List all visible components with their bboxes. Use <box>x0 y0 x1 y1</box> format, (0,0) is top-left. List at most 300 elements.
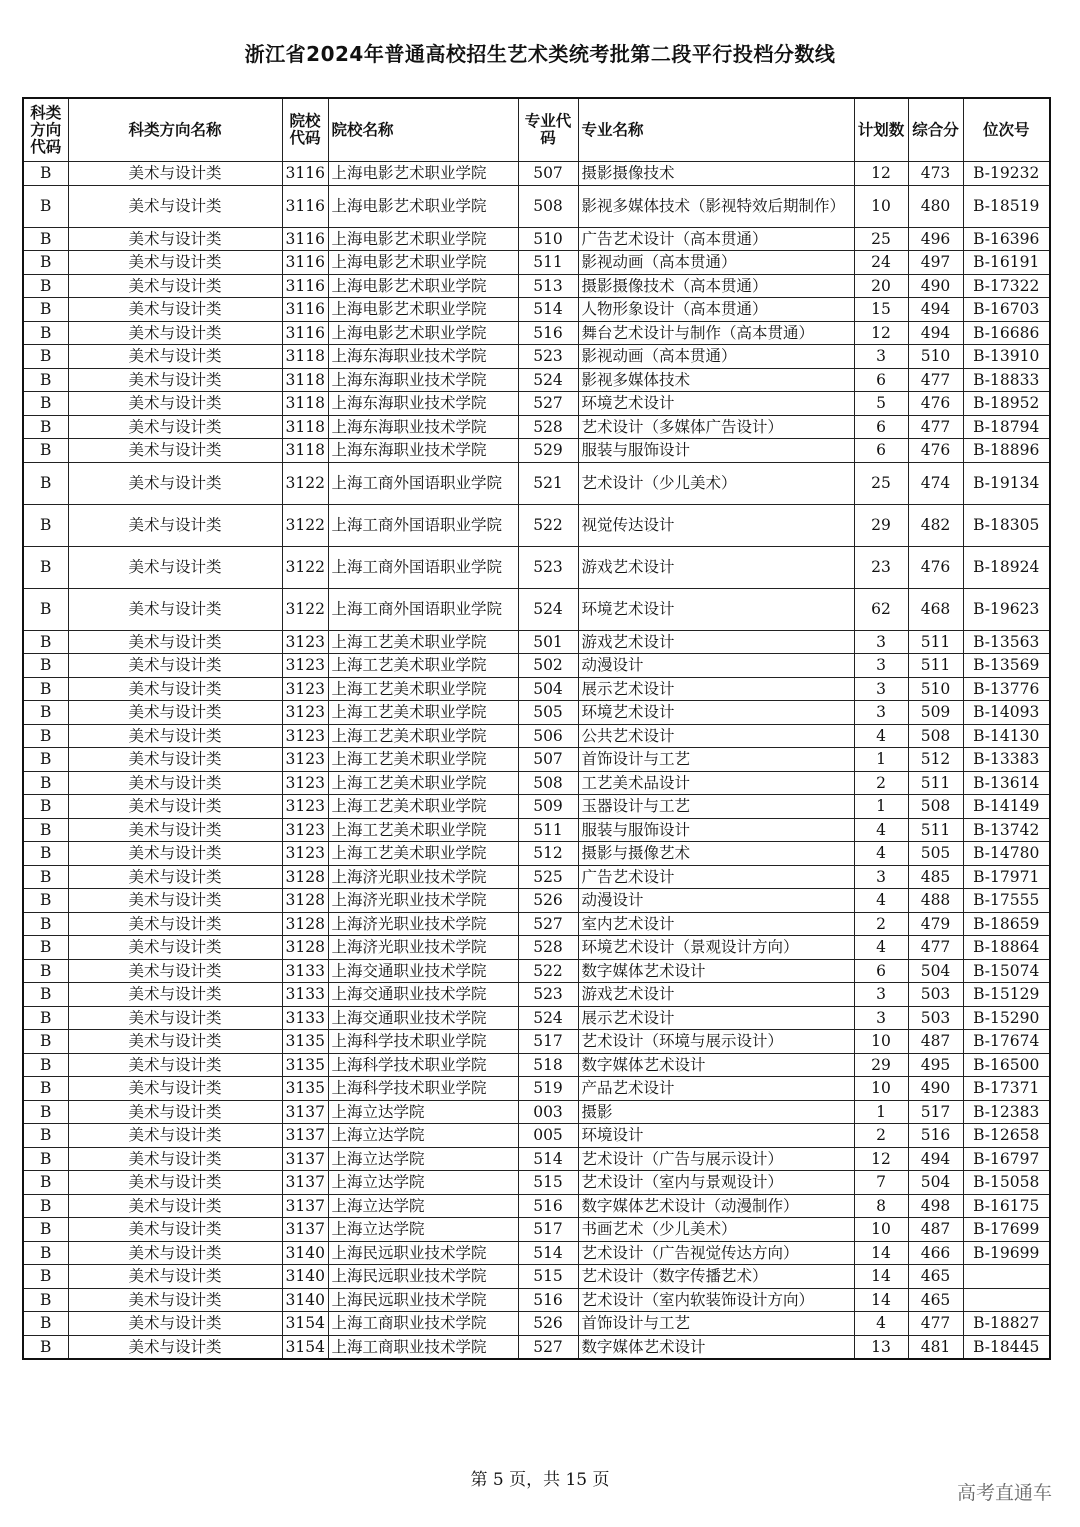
cell-rank: B-17971 <box>963 865 1050 889</box>
cell-school-name: 上海工艺美术职业学院 <box>328 654 518 678</box>
cell-category-code: B <box>23 701 68 725</box>
cell-category-name: 美术与设计类 <box>68 701 282 725</box>
cell-category-code: B <box>23 439 68 463</box>
cell-category-code: B <box>23 321 68 345</box>
cell-school-code: 3123 <box>282 724 328 748</box>
cell-major-code: 504 <box>518 677 578 701</box>
cell-category-code: B <box>23 795 68 819</box>
cell-category-code: B <box>23 1288 68 1312</box>
cell-school-code: 3137 <box>282 1218 328 1242</box>
cell-major-code: 518 <box>518 1053 578 1077</box>
cell-school-code: 3135 <box>282 1077 328 1101</box>
cell-school-name: 上海工艺美术职业学院 <box>328 771 518 795</box>
cell-major-code: 506 <box>518 724 578 748</box>
cell-plan-count: 3 <box>854 1006 908 1030</box>
cell-category-name: 美术与设计类 <box>68 865 282 889</box>
cell-category-name: 美术与设计类 <box>68 227 282 251</box>
cell-rank: B-14780 <box>963 842 1050 866</box>
cell-category-name: 美术与设计类 <box>68 1218 282 1242</box>
cell-major-code: 527 <box>518 392 578 416</box>
cell-school-name: 上海民远职业技术学院 <box>328 1241 518 1265</box>
cell-school-name: 上海工商外国语职业学院 <box>328 462 518 504</box>
cell-school-name: 上海科学技术职业学院 <box>328 1030 518 1054</box>
table-row <box>23 677 1050 701</box>
cell-rank: B-18659 <box>963 912 1050 936</box>
cell-major-code: 517 <box>518 1030 578 1054</box>
cell-rank: B-17322 <box>963 274 1050 298</box>
cell-plan-count: 1 <box>854 1100 908 1124</box>
table-row <box>23 1241 1050 1265</box>
cell-score: 495 <box>908 1053 963 1077</box>
cell-score: 494 <box>908 1147 963 1171</box>
cell-score: 481 <box>908 1335 963 1359</box>
cell-major-name: 服装与服饰设计 <box>578 818 854 842</box>
cell-plan-count: 7 <box>854 1171 908 1195</box>
cell-score: 503 <box>908 983 963 1007</box>
cell-category-name: 美术与设计类 <box>68 912 282 936</box>
table-row <box>23 588 1050 630</box>
table-row <box>23 865 1050 889</box>
cell-major-code: 511 <box>518 818 578 842</box>
cell-category-code: B <box>23 504 68 546</box>
cell-school-code: 3154 <box>282 1335 328 1359</box>
cell-category-name: 美术与设计类 <box>68 588 282 630</box>
cell-score: 508 <box>908 795 963 819</box>
cell-major-code: 528 <box>518 936 578 960</box>
cell-category-name: 美术与设计类 <box>68 983 282 1007</box>
cell-rank: B-13383 <box>963 748 1050 772</box>
cell-school-code: 3118 <box>282 345 328 369</box>
cell-plan-count: 24 <box>854 251 908 275</box>
cell-plan-count: 3 <box>854 677 908 701</box>
cell-rank: B-13776 <box>963 677 1050 701</box>
table-row <box>23 654 1050 678</box>
cell-school-code: 3135 <box>282 1030 328 1054</box>
cell-plan-count: 10 <box>854 1077 908 1101</box>
cell-major-name: 环境艺术设计 <box>578 588 854 630</box>
cell-category-code: B <box>23 1171 68 1195</box>
table-row <box>23 630 1050 654</box>
cell-plan-count: 14 <box>854 1241 908 1265</box>
cell-rank: B-14149 <box>963 795 1050 819</box>
header-rank: 位次号 <box>963 98 1050 162</box>
cell-major-name: 首饰设计与工艺 <box>578 748 854 772</box>
cell-category-name: 美术与设计类 <box>68 936 282 960</box>
cell-category-code: B <box>23 677 68 701</box>
cell-rank: B-17555 <box>963 889 1050 913</box>
cell-rank: B-16191 <box>963 251 1050 275</box>
cell-school-code: 3133 <box>282 1006 328 1030</box>
cell-plan-count: 12 <box>854 162 908 186</box>
cell-school-name: 上海电影艺术职业学院 <box>328 321 518 345</box>
cell-category-name: 美术与设计类 <box>68 185 282 227</box>
cell-plan-count: 12 <box>854 321 908 345</box>
cell-rank: B-14130 <box>963 724 1050 748</box>
cell-school-code: 3137 <box>282 1147 328 1171</box>
cell-plan-count: 6 <box>854 439 908 463</box>
cell-school-name: 上海立达学院 <box>328 1100 518 1124</box>
cell-rank: B-16500 <box>963 1053 1050 1077</box>
cell-rank: B-17699 <box>963 1218 1050 1242</box>
table-row <box>23 701 1050 725</box>
cell-score: 487 <box>908 1218 963 1242</box>
cell-score: 511 <box>908 818 963 842</box>
cell-category-name: 美术与设计类 <box>68 439 282 463</box>
cell-score: 488 <box>908 889 963 913</box>
cell-score: 468 <box>908 588 963 630</box>
cell-school-code: 3133 <box>282 983 328 1007</box>
table-row <box>23 1030 1050 1054</box>
cell-plan-count: 8 <box>854 1194 908 1218</box>
cell-rank: B-18827 <box>963 1312 1050 1336</box>
table-row <box>23 392 1050 416</box>
cell-rank: B-18794 <box>963 415 1050 439</box>
cell-category-code: B <box>23 842 68 866</box>
cell-rank: B-19134 <box>963 462 1050 504</box>
cell-score: 465 <box>908 1288 963 1312</box>
cell-category-code: B <box>23 748 68 772</box>
cell-major-name: 摄影与摄像艺术 <box>578 842 854 866</box>
cell-category-name: 美术与设计类 <box>68 1241 282 1265</box>
cell-category-name: 美术与设计类 <box>68 1312 282 1336</box>
cell-major-code: 514 <box>518 1241 578 1265</box>
cell-category-name: 美术与设计类 <box>68 771 282 795</box>
watermark: 高考直通车 <box>956 1482 1052 1504</box>
cell-major-name: 产品艺术设计 <box>578 1077 854 1101</box>
cell-major-code: 524 <box>518 588 578 630</box>
cell-score: 473 <box>908 162 963 186</box>
cell-score: 510 <box>908 345 963 369</box>
cell-plan-count: 10 <box>854 1218 908 1242</box>
cell-major-code: 516 <box>518 321 578 345</box>
table-row <box>23 818 1050 842</box>
cell-school-name: 上海工艺美术职业学院 <box>328 677 518 701</box>
cell-school-name: 上海工商职业技术学院 <box>328 1335 518 1359</box>
cell-category-code: B <box>23 1194 68 1218</box>
cell-score: 465 <box>908 1265 963 1289</box>
cell-major-name: 展示艺术设计 <box>578 1006 854 1030</box>
cell-major-name: 公共艺术设计 <box>578 724 854 748</box>
cell-school-name: 上海电影艺术职业学院 <box>328 185 518 227</box>
cell-school-code: 3123 <box>282 701 328 725</box>
cell-plan-count: 4 <box>854 724 908 748</box>
cell-category-code: B <box>23 546 68 588</box>
cell-score: 509 <box>908 701 963 725</box>
cell-major-code: 523 <box>518 546 578 588</box>
cell-school-code: 3123 <box>282 842 328 866</box>
header-major-name: 专业名称 <box>578 98 854 162</box>
cell-score: 477 <box>908 368 963 392</box>
cell-category-name: 美术与设计类 <box>68 162 282 186</box>
cell-score: 498 <box>908 1194 963 1218</box>
table-row <box>23 298 1050 322</box>
cell-rank: B-19699 <box>963 1241 1050 1265</box>
cell-rank: B-12383 <box>963 1100 1050 1124</box>
cell-major-code: 526 <box>518 1312 578 1336</box>
cell-plan-count: 2 <box>854 1124 908 1148</box>
cell-category-code: B <box>23 771 68 795</box>
cell-score: 482 <box>908 504 963 546</box>
table-body <box>23 162 1050 1360</box>
cell-school-code: 3122 <box>282 588 328 630</box>
cell-score: 494 <box>908 321 963 345</box>
cell-score: 474 <box>908 462 963 504</box>
cell-major-name: 环境艺术设计 <box>578 392 854 416</box>
table-row <box>23 936 1050 960</box>
cell-rank: B-16797 <box>963 1147 1050 1171</box>
cell-school-name: 上海电影艺术职业学院 <box>328 251 518 275</box>
cell-school-code: 3128 <box>282 865 328 889</box>
cell-school-name: 上海工艺美术职业学院 <box>328 701 518 725</box>
cell-category-code: B <box>23 298 68 322</box>
cell-major-name: 广告艺术设计 <box>578 865 854 889</box>
cell-category-code: B <box>23 368 68 392</box>
table-row <box>23 274 1050 298</box>
cell-score: 504 <box>908 959 963 983</box>
cell-rank: B-18864 <box>963 936 1050 960</box>
cell-category-code: B <box>23 162 68 186</box>
cell-major-code: 519 <box>518 1077 578 1101</box>
cell-category-code: B <box>23 818 68 842</box>
cell-major-name: 艺术设计（室内与景观设计） <box>578 1171 854 1195</box>
cell-rank: B-16396 <box>963 227 1050 251</box>
cell-score: 511 <box>908 630 963 654</box>
cell-major-name: 视觉传达设计 <box>578 504 854 546</box>
cell-major-name: 动漫设计 <box>578 654 854 678</box>
cell-school-code: 3116 <box>282 185 328 227</box>
table-row <box>23 1077 1050 1101</box>
cell-school-name: 上海电影艺术职业学院 <box>328 162 518 186</box>
cell-category-name: 美术与设计类 <box>68 251 282 275</box>
cell-school-name: 上海工艺美术职业学院 <box>328 795 518 819</box>
cell-category-name: 美术与设计类 <box>68 392 282 416</box>
cell-category-code: B <box>23 1218 68 1242</box>
cell-major-code: 502 <box>518 654 578 678</box>
table-row <box>23 185 1050 227</box>
cell-score: 485 <box>908 865 963 889</box>
cell-score: 494 <box>908 298 963 322</box>
cell-school-code: 3123 <box>282 748 328 772</box>
cell-major-name: 工艺美术品设计 <box>578 771 854 795</box>
cell-category-name: 美术与设计类 <box>68 1171 282 1195</box>
cell-school-code: 3118 <box>282 439 328 463</box>
cell-school-name: 上海工艺美术职业学院 <box>328 724 518 748</box>
cell-score: 490 <box>908 1077 963 1101</box>
cell-plan-count: 4 <box>854 1312 908 1336</box>
cell-category-name: 美术与设计类 <box>68 1053 282 1077</box>
cell-major-name: 影视多媒体技术（影视特效后期制作） <box>578 185 854 227</box>
cell-major-name: 环境艺术设计 <box>578 701 854 725</box>
table-row <box>23 959 1050 983</box>
cell-major-name: 艺术设计（少儿美术） <box>578 462 854 504</box>
cell-major-name: 首饰设计与工艺 <box>578 1312 854 1336</box>
cell-category-code: B <box>23 889 68 913</box>
cell-category-name: 美术与设计类 <box>68 462 282 504</box>
cell-school-code: 3116 <box>282 321 328 345</box>
cell-category-name: 美术与设计类 <box>68 654 282 678</box>
cell-score: 512 <box>908 748 963 772</box>
cell-major-name: 室内艺术设计 <box>578 912 854 936</box>
cell-school-name: 上海民远职业技术学院 <box>328 1265 518 1289</box>
table-row <box>23 1265 1050 1289</box>
cell-major-code: 512 <box>518 842 578 866</box>
table-row <box>23 462 1050 504</box>
cell-rank: B-13614 <box>963 771 1050 795</box>
cell-major-name: 影视动画（高本贯通） <box>578 251 854 275</box>
cell-major-name: 数字媒体艺术设计 <box>578 1053 854 1077</box>
cell-category-name: 美术与设计类 <box>68 1077 282 1101</box>
cell-rank: B-15058 <box>963 1171 1050 1195</box>
cell-school-name: 上海工商外国语职业学院 <box>328 588 518 630</box>
cell-plan-count: 6 <box>854 959 908 983</box>
table-row <box>23 912 1050 936</box>
cell-school-code: 3116 <box>282 227 328 251</box>
cell-school-name: 上海交通职业技术学院 <box>328 1006 518 1030</box>
cell-school-code: 3137 <box>282 1194 328 1218</box>
cell-plan-count: 29 <box>854 504 908 546</box>
cell-school-name: 上海济光职业技术学院 <box>328 912 518 936</box>
cell-score: 508 <box>908 724 963 748</box>
cell-plan-count: 29 <box>854 1053 908 1077</box>
cell-plan-count: 2 <box>854 771 908 795</box>
cell-category-code: B <box>23 185 68 227</box>
cell-rank: B-18952 <box>963 392 1050 416</box>
cell-school-name: 上海工艺美术职业学院 <box>328 630 518 654</box>
cell-category-code: B <box>23 345 68 369</box>
cell-school-name: 上海电影艺术职业学院 <box>328 274 518 298</box>
cell-category-code: B <box>23 415 68 439</box>
cell-major-name: 书画艺术（少儿美术） <box>578 1218 854 1242</box>
cell-category-name: 美术与设计类 <box>68 1006 282 1030</box>
cell-rank: B-18896 <box>963 439 1050 463</box>
cell-score: 511 <box>908 771 963 795</box>
cell-rank: B-18833 <box>963 368 1050 392</box>
cell-rank: B-17674 <box>963 1030 1050 1054</box>
cell-score: 516 <box>908 1124 963 1148</box>
cell-category-name: 美术与设计类 <box>68 724 282 748</box>
cell-major-code: 522 <box>518 959 578 983</box>
cell-school-name: 上海工艺美术职业学院 <box>328 818 518 842</box>
table-row <box>23 251 1050 275</box>
cell-category-code: B <box>23 1053 68 1077</box>
cell-category-code: B <box>23 724 68 748</box>
cell-rank: B-16703 <box>963 298 1050 322</box>
cell-category-code: B <box>23 1006 68 1030</box>
cell-major-code: 511 <box>518 251 578 275</box>
cell-school-code: 3116 <box>282 298 328 322</box>
cell-score: 476 <box>908 439 963 463</box>
cell-major-code: 507 <box>518 162 578 186</box>
cell-major-code: 523 <box>518 983 578 1007</box>
cell-plan-count: 1 <box>854 795 908 819</box>
cell-category-code: B <box>23 1312 68 1336</box>
table-row <box>23 546 1050 588</box>
cell-category-code: B <box>23 251 68 275</box>
cell-plan-count: 4 <box>854 818 908 842</box>
table-row <box>23 345 1050 369</box>
cell-major-code: 523 <box>518 345 578 369</box>
cell-rank <box>963 1265 1050 1289</box>
cell-major-name: 舞台艺术设计与制作（高本贯通） <box>578 321 854 345</box>
table-row <box>23 368 1050 392</box>
cell-major-name: 游戏艺术设计 <box>578 983 854 1007</box>
cell-school-name: 上海电影艺术职业学院 <box>328 298 518 322</box>
cell-plan-count: 4 <box>854 936 908 960</box>
header-school-name: 院校名称 <box>328 98 518 162</box>
cell-category-code: B <box>23 227 68 251</box>
cell-major-name: 玉器设计与工艺 <box>578 795 854 819</box>
cell-score: 517 <box>908 1100 963 1124</box>
cell-major-code: 514 <box>518 298 578 322</box>
cell-major-code: 508 <box>518 185 578 227</box>
cell-plan-count: 62 <box>854 588 908 630</box>
table-row <box>23 321 1050 345</box>
cell-category-code: B <box>23 1030 68 1054</box>
cell-major-name: 艺术设计（广告视觉传达方向） <box>578 1241 854 1265</box>
cell-category-code: B <box>23 983 68 1007</box>
cell-plan-count: 25 <box>854 462 908 504</box>
cell-category-code: B <box>23 936 68 960</box>
cell-rank <box>963 1288 1050 1312</box>
cell-score: 479 <box>908 912 963 936</box>
cell-school-code: 3140 <box>282 1265 328 1289</box>
cell-score: 477 <box>908 415 963 439</box>
cell-major-name: 广告艺术设计（高本贯通） <box>578 227 854 251</box>
cell-plan-count: 20 <box>854 274 908 298</box>
cell-major-code: 505 <box>518 701 578 725</box>
cell-major-code: 514 <box>518 1147 578 1171</box>
cell-plan-count: 4 <box>854 889 908 913</box>
header-major-code: 专业代码 <box>518 98 578 162</box>
table-row <box>23 1194 1050 1218</box>
cell-rank: B-18924 <box>963 546 1050 588</box>
cell-rank: B-15290 <box>963 1006 1050 1030</box>
cell-plan-count: 3 <box>854 983 908 1007</box>
cell-plan-count: 23 <box>854 546 908 588</box>
cell-school-code: 3123 <box>282 795 328 819</box>
cell-score: 511 <box>908 654 963 678</box>
cell-school-name: 上海立达学院 <box>328 1147 518 1171</box>
cell-score: 505 <box>908 842 963 866</box>
cell-major-name: 展示艺术设计 <box>578 677 854 701</box>
cell-major-code: 515 <box>518 1265 578 1289</box>
cell-category-name: 美术与设计类 <box>68 889 282 913</box>
cell-plan-count: 10 <box>854 1030 908 1054</box>
cell-major-code: 516 <box>518 1288 578 1312</box>
table-row <box>23 748 1050 772</box>
cell-plan-count: 6 <box>854 415 908 439</box>
cell-major-name: 艺术设计（数字传播艺术） <box>578 1265 854 1289</box>
cell-major-code: 510 <box>518 227 578 251</box>
cell-rank: B-14093 <box>963 701 1050 725</box>
cell-category-name: 美术与设计类 <box>68 546 282 588</box>
cell-score: 503 <box>908 1006 963 1030</box>
cell-school-name: 上海工商外国语职业学院 <box>328 504 518 546</box>
table-row <box>23 842 1050 866</box>
cell-plan-count: 3 <box>854 630 908 654</box>
table-row <box>23 1218 1050 1242</box>
cell-category-name: 美术与设计类 <box>68 748 282 772</box>
table-row <box>23 1335 1050 1359</box>
cell-school-code: 3118 <box>282 415 328 439</box>
cell-school-name: 上海济光职业技术学院 <box>328 936 518 960</box>
cell-school-name: 上海立达学院 <box>328 1218 518 1242</box>
cell-school-code: 3122 <box>282 462 328 504</box>
cell-category-code: B <box>23 630 68 654</box>
cell-major-name: 数字媒体艺术设计 <box>578 1335 854 1359</box>
cell-category-code: B <box>23 1100 68 1124</box>
cell-category-name: 美术与设计类 <box>68 1124 282 1148</box>
